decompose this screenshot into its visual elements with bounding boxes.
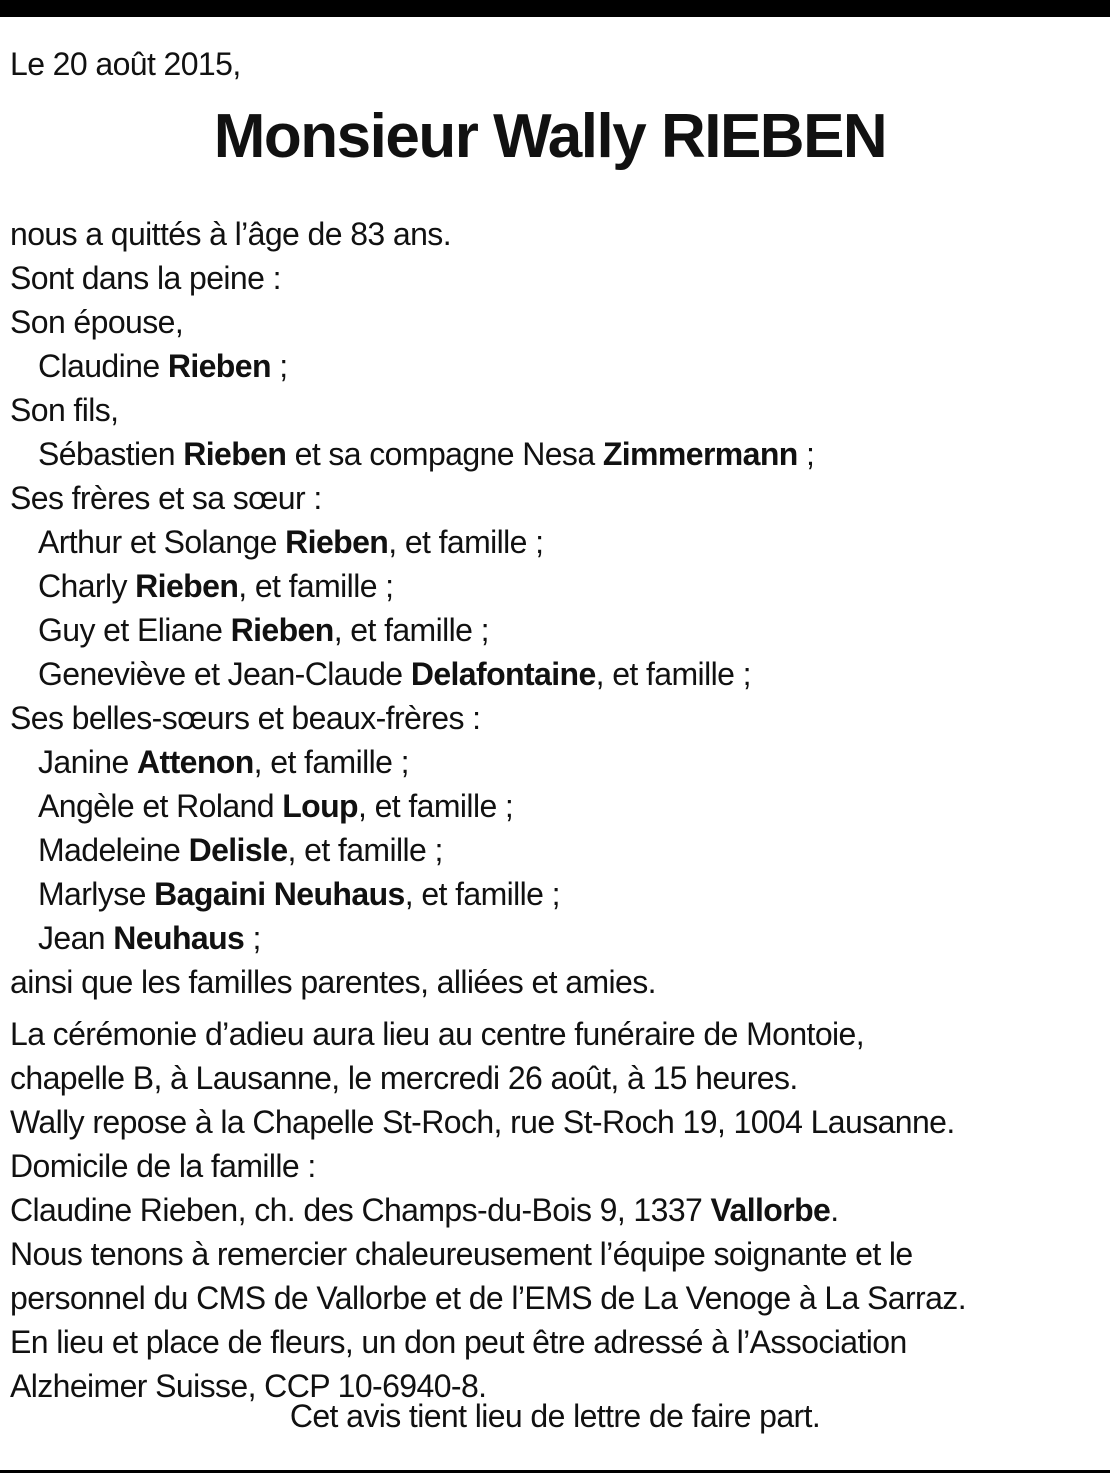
- entry-suffix: , et famille ;: [333, 612, 489, 648]
- thanks-line: personnel du CMS de Vallorbe et de l’EMS de La Venoge à La Sarraz.: [10, 1280, 966, 1316]
- first-names: Jean: [38, 920, 114, 956]
- son-heading: Son fils,: [10, 392, 119, 428]
- inlaw-entry: [10, 828, 1100, 872]
- entry-suffix: , et famille ;: [238, 568, 394, 604]
- entry-suffix: ;: [244, 920, 261, 956]
- son-entry: [10, 432, 1100, 476]
- first-names: Marlyse: [38, 876, 155, 912]
- address-town: Vallorbe: [710, 1192, 831, 1228]
- address-text: Claudine Rieben, ch. des Champs-du-Bois 9, 1337: [10, 1192, 711, 1228]
- entry-suffix: , et famille ;: [253, 744, 409, 780]
- partner-text: et sa compagne Nesa: [286, 436, 603, 472]
- bottom-border-rule: [0, 1470, 1110, 1473]
- first-names: Janine: [38, 744, 137, 780]
- inlaw-entry: [10, 872, 1100, 916]
- obituary-notice: [10, 42, 1100, 1408]
- sibling-entry: [10, 652, 1100, 696]
- first-names: Claudine: [38, 348, 168, 384]
- family-name: Rieben: [135, 568, 239, 604]
- thanks-line: Nous tenons à remercier chaleureusement l’équipe soignante et le: [10, 1236, 913, 1272]
- inlaw-entry: [10, 916, 1100, 960]
- intro-line: nous a quittés à l’âge de 83 ans.: [10, 216, 451, 252]
- donation-line: En lieu et place de fleurs, un don peut être adressé à l’Association: [10, 1324, 907, 1360]
- inlaws-heading: Ses belles-sœurs et beaux-frères :: [10, 700, 481, 736]
- ceremony-line: Domicile de la famille :: [10, 1148, 316, 1184]
- notice-date: Le 20 août 2015,: [10, 46, 241, 82]
- inlaw-entry: [10, 740, 1100, 784]
- mourners-heading: Sont dans la peine :: [10, 260, 281, 296]
- first-names: Sébastien: [38, 436, 184, 472]
- family-name: Loup: [282, 788, 359, 824]
- first-names: Geneviève et Jean-Claude: [38, 656, 411, 692]
- spouse-entry: [10, 344, 1100, 388]
- deceased-name: Monsieur Wally RIEBEN: [213, 102, 887, 171]
- family-name: Rieben: [230, 612, 334, 648]
- ceremony-line: chapelle B, à Lausanne, le mercredi 26 août, à 15 heures.: [10, 1060, 798, 1096]
- ceremony-line: La cérémonie d’adieu aura lieu au centre funéraire de Montoie,: [10, 1016, 865, 1052]
- family-address: [10, 1188, 1100, 1232]
- spouse-heading: Son épouse,: [10, 304, 184, 340]
- family-name: Neuhaus: [113, 920, 245, 956]
- entry-suffix: , et famille ;: [595, 656, 751, 692]
- entry-suffix: , et famille ;: [358, 788, 514, 824]
- sibling-entry: [10, 520, 1100, 564]
- first-names: Angèle et Roland: [38, 788, 283, 824]
- siblings-heading: Ses frères et sa sœur :: [10, 480, 322, 516]
- sibling-entry: [10, 608, 1100, 652]
- donation-line: Alzheimer Suisse, CCP 10-6940-8.: [10, 1368, 487, 1404]
- family-name: Bagaini Neuhaus: [154, 876, 405, 912]
- first-names: Guy et Eliane: [38, 612, 231, 648]
- family-name: Rieben: [183, 436, 287, 472]
- sibling-entry: [10, 564, 1100, 608]
- partner-family-name: Zimmermann: [602, 436, 798, 472]
- first-names: Charly: [38, 568, 136, 604]
- entry-suffix: ;: [270, 348, 288, 384]
- first-names: Arthur et Solange: [38, 524, 286, 560]
- entry-suffix: , et famille ;: [287, 832, 443, 868]
- entry-suffix: ;: [797, 436, 815, 472]
- family-name: Rieben: [285, 524, 389, 560]
- family-name: Attenon: [137, 744, 254, 780]
- first-names: Madeleine: [38, 832, 189, 868]
- family-name: Rieben: [167, 348, 271, 384]
- paragraph-gap: [10, 1004, 1100, 1012]
- family-name: Delafontaine: [410, 656, 596, 692]
- entry-suffix: , et famille ;: [388, 524, 544, 560]
- closing-line: Cet avis tient lieu de lettre de faire part.: [289, 1398, 821, 1434]
- top-border-rule: [0, 0, 1110, 17]
- inlaw-entry: [10, 784, 1100, 828]
- ceremony-line: Wally repose à la Chapelle St-Roch, rue St-Roch 19, 1004 Lausanne.: [10, 1104, 955, 1140]
- families-line: ainsi que les familles parentes, alliées et amies.: [10, 964, 656, 1000]
- family-name: Delisle: [188, 832, 288, 868]
- address-suffix: .: [830, 1192, 839, 1228]
- entry-suffix: , et famille ;: [404, 876, 560, 912]
